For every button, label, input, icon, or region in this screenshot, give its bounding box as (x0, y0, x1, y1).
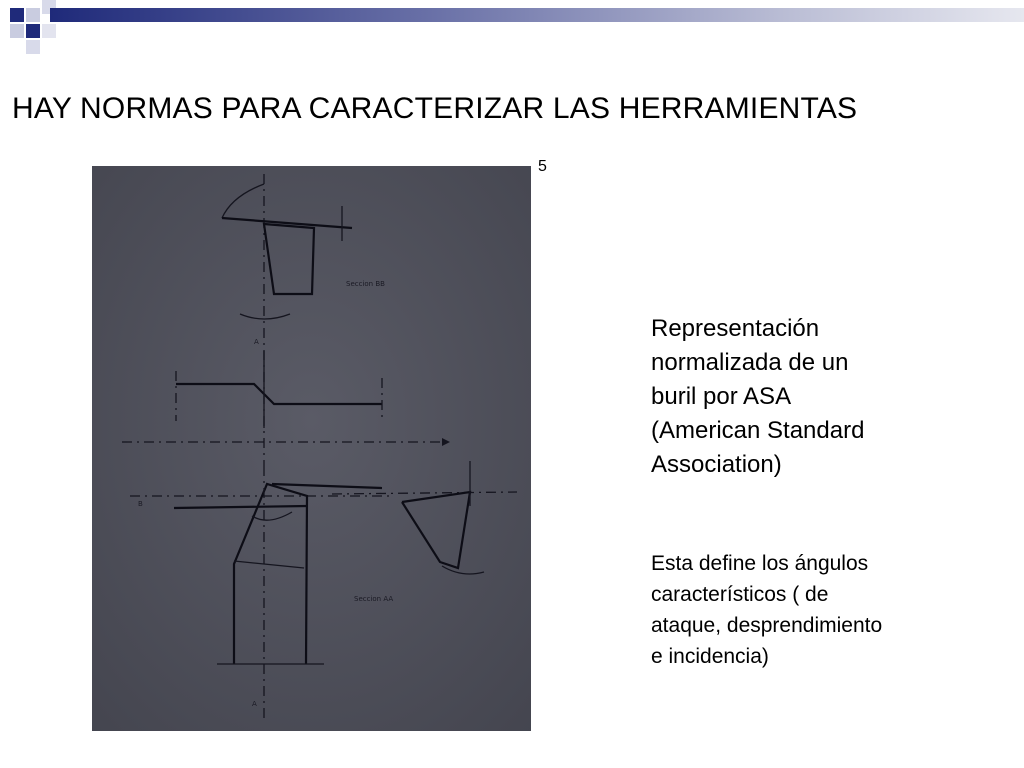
description-sub: Esta define los ángulos característicos ( de ataque, desprendimiento e incidencia) (651, 552, 883, 668)
section-bb-label: Seccion BB (346, 280, 385, 288)
label-a-top: A (254, 338, 259, 346)
section-aa-label: Seccion AA (354, 595, 394, 603)
label-a-bottom: A (252, 700, 257, 708)
slide-title: HAY NORMAS PARA CARACTERIZAR LAS HERRAMIENTAS (12, 92, 858, 125)
page-number: 5 (538, 158, 547, 175)
tool-drawing-photo (92, 166, 531, 731)
description-main: Representación normalizada de un buril por ASA (American Standard Association) (651, 315, 865, 478)
label-b: B (138, 500, 143, 508)
header-gradient-bar (50, 8, 1024, 22)
